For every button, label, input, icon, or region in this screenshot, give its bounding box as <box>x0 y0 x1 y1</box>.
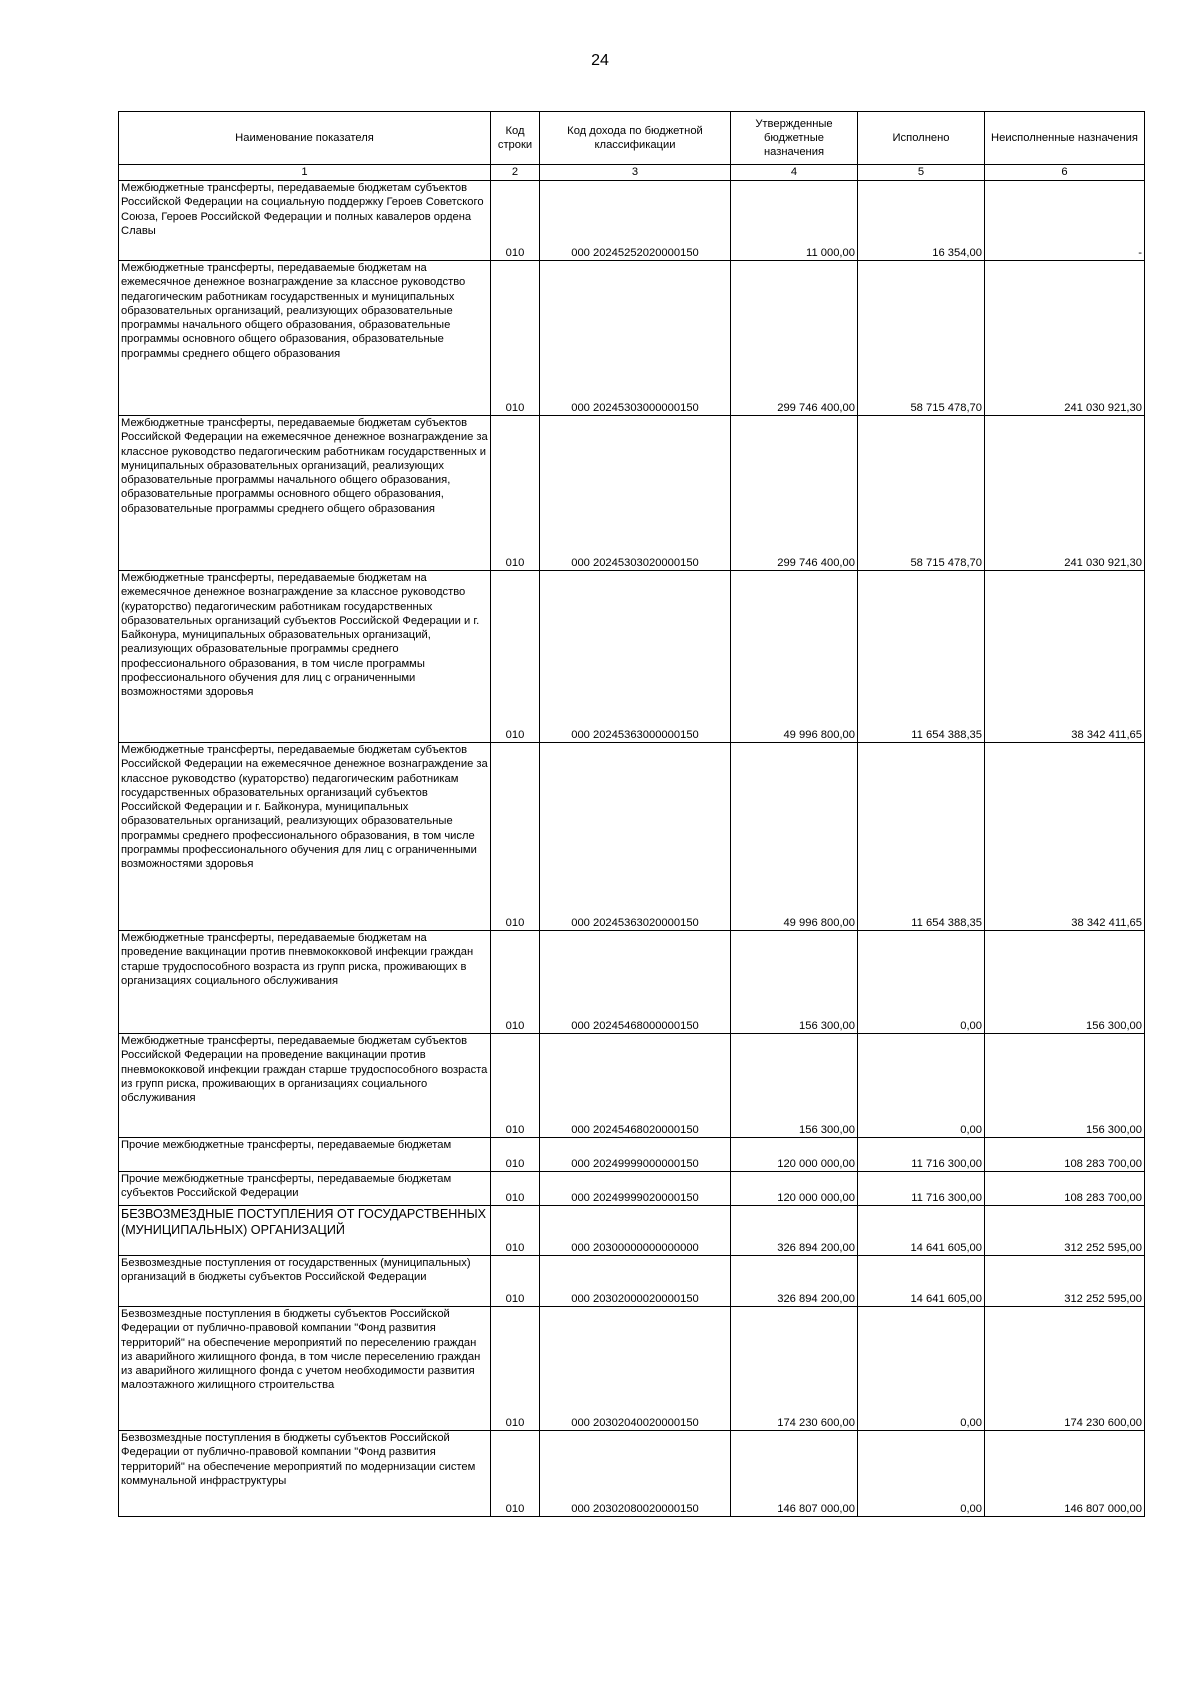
table-row <box>119 1431 1145 1517</box>
income-code: 000 20245363000000150 <box>540 571 731 743</box>
executed-amount: 0,00 <box>858 1431 985 1517</box>
income-code: 000 20245468020000150 <box>540 1034 731 1138</box>
executed-amount: 0,00 <box>858 931 985 1034</box>
indicator-name: Межбюджетные трансферты, передаваемые бюджетам субъектов Российской Федерации на социальную поддержку Героев Советского Союза, Героев Российской Федерации и полных кавалеров ордена Славы <box>119 181 491 261</box>
income-code: 000 20300000000000000 <box>540 1206 731 1256</box>
indicator-name: Межбюджетные трансферты, передаваемые бюджетам субъектов Российской Федерации на ежемесячное денежное вознаграждение за классное руководство педагогическим работникам государственных и муниципальных образовательных организаций, реализующих образовательные программы начального общего образования, образовательные программы основного общего образования, образовательные программы среднего общего образования <box>119 416 491 571</box>
indicator-name: БЕЗВОЗМЕЗДНЫЕ ПОСТУПЛЕНИЯ ОТ ГОСУДАРСТВЕННЫХ (МУНИЦИПАЛЬНЫХ) ОРГАНИЗАЦИЙ <box>119 1206 491 1256</box>
indicator-name: Межбюджетные трансферты, передаваемые бюджетам на проведение вакцинации против пневмококковой инфекции граждан старше трудоспособного возраста из групп риска, проживающих в организациях социального обслуживания <box>119 931 491 1034</box>
income-code: 000 20245303020000150 <box>540 416 731 571</box>
unexecuted-amount: 146 807 000,00 <box>985 1431 1145 1517</box>
approved-amount: 120 000 000,00 <box>731 1138 858 1172</box>
income-code: 000 20245303000000150 <box>540 261 731 416</box>
unexecuted-amount: 38 342 411,65 <box>985 571 1145 743</box>
approved-amount: 49 996 800,00 <box>731 571 858 743</box>
line-code: 010 <box>491 1206 540 1256</box>
line-code: 010 <box>491 261 540 416</box>
indicator-name: Безвозмездные поступления в бюджеты субъектов Российской Федерации от публично-правовой компании "Фонд развития территорий" на обеспечение мероприятий по модернизации систем коммунальной инфраструктуры <box>119 1431 491 1517</box>
income-code: 000 20245363020000150 <box>540 743 731 931</box>
approved-amount: 174 230 600,00 <box>731 1307 858 1431</box>
column-number-row <box>119 165 1145 181</box>
column-number: 3 <box>540 165 731 181</box>
table-row <box>119 1138 1145 1172</box>
table-row <box>119 181 1145 261</box>
income-code: 000 20245468000000150 <box>540 931 731 1034</box>
income-code: 000 20302080020000150 <box>540 1431 731 1517</box>
table-row <box>119 931 1145 1034</box>
approved-amount: 326 894 200,00 <box>731 1206 858 1256</box>
column-number: 5 <box>858 165 985 181</box>
approved-amount: 156 300,00 <box>731 931 858 1034</box>
executed-amount: 11 654 388,35 <box>858 743 985 931</box>
header-unexecuted: Неисполненные назначения <box>985 112 1145 165</box>
executed-amount: 14 641 605,00 <box>858 1206 985 1256</box>
column-number: 6 <box>985 165 1145 181</box>
executed-amount: 14 641 605,00 <box>858 1256 985 1307</box>
header-row <box>119 112 1145 165</box>
income-code: 000 20245252020000150 <box>540 181 731 261</box>
header-executed: Исполнено <box>858 112 985 165</box>
unexecuted-amount: 312 252 595,00 <box>985 1206 1145 1256</box>
approved-amount: 49 996 800,00 <box>731 743 858 931</box>
approved-amount: 299 746 400,00 <box>731 416 858 571</box>
income-code: 000 20249999000000150 <box>540 1138 731 1172</box>
table-row <box>119 1172 1145 1206</box>
approved-amount: 326 894 200,00 <box>731 1256 858 1307</box>
income-code: 000 20249999020000150 <box>540 1172 731 1206</box>
unexecuted-amount: 156 300,00 <box>985 931 1145 1034</box>
indicator-name: Межбюджетные трансферты, передаваемые бюджетам на ежемесячное денежное вознаграждение за классное руководство (кураторство) педагогическим работникам государственных образовательных организаций субъектов Российской Федерации и г. Байконура, муниципальных образовательных организаций, реализующих образовательные программы среднего профессионального образования, в том числе программы профессионального обучения для лиц с ограниченными возможностями здоровья <box>119 571 491 743</box>
budget-report-table <box>118 111 1145 1517</box>
table-row <box>119 1307 1145 1431</box>
approved-amount: 120 000 000,00 <box>731 1172 858 1206</box>
header-indicator-name: Наименование показателя <box>119 112 491 165</box>
table-row <box>119 1206 1145 1256</box>
indicator-name: Прочие межбюджетные трансферты, передаваемые бюджетам субъектов Российской Федерации <box>119 1172 491 1206</box>
income-code: 000 20302040020000150 <box>540 1307 731 1431</box>
table-row <box>119 1256 1145 1307</box>
indicator-name: Безвозмездные поступления в бюджеты субъектов Российской Федерации от публично-правовой компании "Фонд развития территорий" на обеспечение мероприятий по переселению граждан из аварийного жилищного фонда, в том числе переселению граждан из аварийного жилищного фонда с учетом необходимости развития малоэтажного жилищного строительства <box>119 1307 491 1431</box>
executed-amount: 0,00 <box>858 1034 985 1138</box>
column-number: 1 <box>119 165 491 181</box>
unexecuted-amount: 312 252 595,00 <box>985 1256 1145 1307</box>
line-code: 010 <box>491 931 540 1034</box>
header-line-code: Код строки <box>491 112 540 165</box>
indicator-name: Межбюджетные трансферты, передаваемые бюджетам на ежемесячное денежное вознаграждение за классное руководство педагогическим работникам государственных и муниципальных образовательных организаций, реализующих образовательные программы начального общего образования, образовательные программы основного общего образования, образовательные программы среднего общего образования <box>119 261 491 416</box>
column-number: 2 <box>491 165 540 181</box>
table-row <box>119 261 1145 416</box>
executed-amount: 16 354,00 <box>858 181 985 261</box>
executed-amount: 11 716 300,00 <box>858 1138 985 1172</box>
approved-amount: 11 000,00 <box>731 181 858 261</box>
indicator-name: Безвозмездные поступления от государственных (муниципальных) организаций в бюджеты субъектов Российской Федерации <box>119 1256 491 1307</box>
table-row <box>119 571 1145 743</box>
line-code: 010 <box>491 1172 540 1206</box>
line-code: 010 <box>491 181 540 261</box>
header-approved: Утвержденные бюджетные назначения <box>731 112 858 165</box>
executed-amount: 11 716 300,00 <box>858 1172 985 1206</box>
unexecuted-amount: - <box>985 181 1145 261</box>
unexecuted-amount: 108 283 700,00 <box>985 1138 1145 1172</box>
line-code: 010 <box>491 1034 540 1138</box>
income-code: 000 20302000020000150 <box>540 1256 731 1307</box>
line-code: 010 <box>491 1138 540 1172</box>
table-row <box>119 416 1145 571</box>
table-row <box>119 743 1145 931</box>
header-income-code: Код дохода по бюджетной классификации <box>540 112 731 165</box>
column-number: 4 <box>731 165 858 181</box>
approved-amount: 299 746 400,00 <box>731 261 858 416</box>
unexecuted-amount: 174 230 600,00 <box>985 1307 1145 1431</box>
unexecuted-amount: 156 300,00 <box>985 1034 1145 1138</box>
line-code: 010 <box>491 416 540 571</box>
page-number: 24 <box>591 52 609 69</box>
indicator-name: Прочие межбюджетные трансферты, передаваемые бюджетам <box>119 1138 491 1172</box>
unexecuted-amount: 38 342 411,65 <box>985 743 1145 931</box>
approved-amount: 156 300,00 <box>731 1034 858 1138</box>
indicator-name: Межбюджетные трансферты, передаваемые бюджетам субъектов Российской Федерации на ежемесячное денежное вознаграждение за классное руководство (кураторство) педагогическим работникам государственных образовательных организаций субъектов Российской Федерации и г. Байконура, муниципальных образовательных организаций, реализующих образовательные программы среднего профессионального образования, в том числе программы профессионального обучения для лиц с ограниченными возможностями здоровья <box>119 743 491 931</box>
unexecuted-amount: 108 283 700,00 <box>985 1172 1145 1206</box>
executed-amount: 58 715 478,70 <box>858 261 985 416</box>
table-row <box>119 1034 1145 1138</box>
unexecuted-amount: 241 030 921,30 <box>985 416 1145 571</box>
executed-amount: 58 715 478,70 <box>858 416 985 571</box>
executed-amount: 0,00 <box>858 1307 985 1431</box>
line-code: 010 <box>491 1431 540 1517</box>
line-code: 010 <box>491 1307 540 1431</box>
indicator-name: Межбюджетные трансферты, передаваемые бюджетам субъектов Российской Федерации на проведение вакцинации против пневмококковой инфекции граждан старше трудоспособного возраста из групп риска, проживающих в организациях социального обслуживания <box>119 1034 491 1138</box>
line-code: 010 <box>491 743 540 931</box>
executed-amount: 11 654 388,35 <box>858 571 985 743</box>
line-code: 010 <box>491 571 540 743</box>
approved-amount: 146 807 000,00 <box>731 1431 858 1517</box>
unexecuted-amount: 241 030 921,30 <box>985 261 1145 416</box>
line-code: 010 <box>491 1256 540 1307</box>
